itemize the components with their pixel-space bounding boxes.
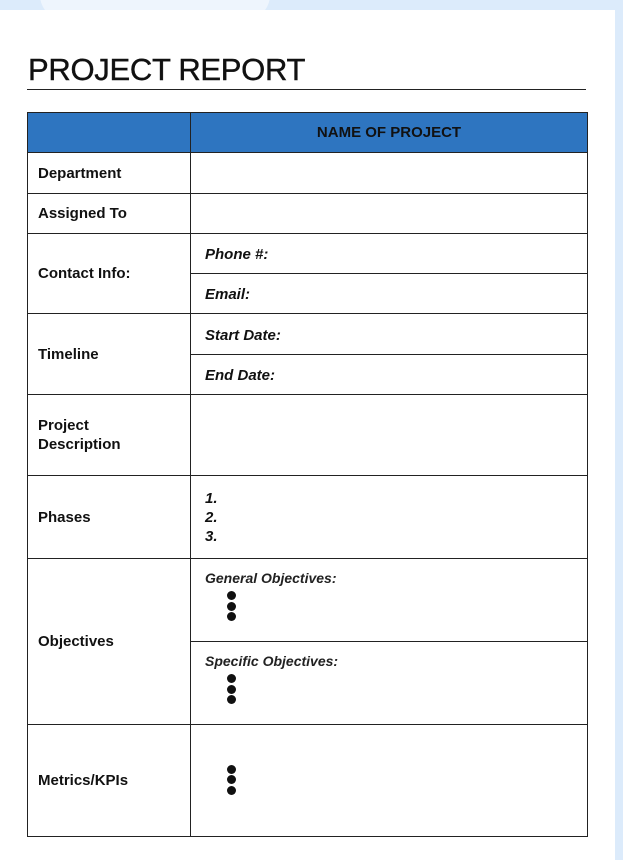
title-divider bbox=[27, 89, 586, 90]
table-row bbox=[28, 395, 588, 476]
table-row bbox=[28, 153, 588, 194]
table-row bbox=[28, 314, 588, 355]
specific-objectives-field[interactable] bbox=[191, 642, 588, 725]
general-objectives-title: General Objectives: bbox=[205, 570, 337, 586]
bullet-icon bbox=[227, 674, 236, 683]
department-label: Department bbox=[28, 153, 191, 194]
phase-item: 2. bbox=[205, 508, 218, 526]
project-description-label-line1: Project bbox=[38, 417, 89, 434]
document-page bbox=[0, 10, 615, 860]
phase-item: 1. bbox=[205, 489, 218, 507]
background-side-stripe bbox=[615, 0, 623, 860]
end-date-field[interactable]: End Date: bbox=[191, 355, 588, 395]
table-row bbox=[28, 234, 588, 274]
table-row bbox=[28, 559, 588, 642]
table-row bbox=[28, 194, 588, 234]
bullet-icon bbox=[227, 602, 236, 611]
email-field[interactable]: Email: bbox=[191, 274, 588, 314]
phone-field[interactable]: Phone #: bbox=[191, 234, 588, 274]
metrics-label: Metrics/KPIs bbox=[28, 725, 191, 837]
phase-item: 3. bbox=[205, 527, 218, 545]
phases-label: Phases bbox=[28, 476, 191, 559]
bullet-icon bbox=[227, 765, 236, 774]
project-description-field[interactable] bbox=[191, 395, 588, 476]
metrics-field[interactable] bbox=[191, 725, 588, 837]
bullet-icon bbox=[227, 685, 236, 694]
bullet-icon bbox=[227, 695, 236, 704]
contact-info-label: Contact Info: bbox=[28, 234, 191, 314]
table-row bbox=[28, 476, 588, 559]
project-name-header[interactable]: NAME OF PROJECT bbox=[191, 113, 588, 153]
general-objectives-field[interactable] bbox=[191, 559, 588, 642]
bullet-list bbox=[227, 591, 237, 621]
bullet-icon bbox=[227, 786, 236, 795]
bullet-icon bbox=[227, 612, 236, 621]
department-field[interactable] bbox=[191, 153, 588, 194]
bullet-icon bbox=[227, 775, 236, 784]
assigned-to-label: Assigned To bbox=[28, 194, 191, 234]
timeline-label: Timeline bbox=[28, 314, 191, 395]
objectives-label: Objectives bbox=[28, 559, 191, 725]
phases-field[interactable] bbox=[191, 476, 588, 559]
page-title: PROJECT REPORT bbox=[28, 52, 306, 87]
table-row bbox=[28, 725, 588, 837]
project-description-label bbox=[28, 395, 191, 476]
project-description-label-line2: Description bbox=[38, 436, 121, 453]
bullet-icon bbox=[227, 591, 236, 600]
specific-objectives-title: Specific Objectives: bbox=[205, 653, 339, 669]
bullet-list bbox=[227, 765, 237, 795]
table-header-row bbox=[28, 113, 588, 153]
project-report-table bbox=[27, 112, 588, 837]
start-date-field[interactable]: Start Date: bbox=[191, 314, 588, 355]
assigned-to-field[interactable] bbox=[191, 194, 588, 234]
header-blank-cell bbox=[28, 113, 191, 153]
bullet-list bbox=[227, 674, 237, 704]
